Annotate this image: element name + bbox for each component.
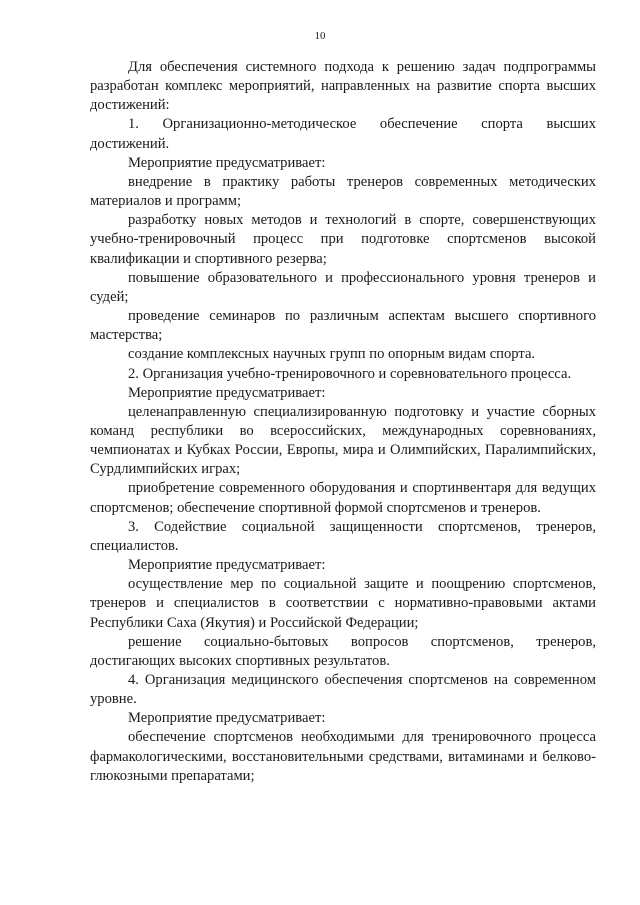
measure-intro-3: Мероприятие предусматривает: — [128, 557, 326, 574]
intro-paragraph: Для обеспечения системного подхода к решению задач подпрограммы разработан комплекс мероприятий, направленных на развитие спорта высших достижений: — [90, 59, 596, 114]
section-heading-4: 4. Организация медицинского обеспечения спортсменов на современном уровне. — [90, 672, 596, 708]
section-heading-3: 3. Содействие социальной защищенности спортсменов, тренеров, специалистов. — [90, 518, 596, 554]
list-item: целенаправленную специализированную подготовку и участие сборных команд республики во всероссийских, международных соревнованиях, чемпионатах и Кубках России, Европы, мира и Олимпийских, Паралимпийских, Сурдлимпийских играх; — [90, 403, 596, 478]
section-heading-2: 2. Организация учебно-тренировочного и соревновательного процесса. — [128, 365, 572, 382]
list-item: создание комплексных научных групп по опорным видам спорта. — [128, 346, 536, 363]
list-item: обеспечение спортсменов необходимыми для тренировочного процесса фармакологическими, восстановительными средствами, витаминами и белково-глюкозными препаратами; — [90, 729, 596, 784]
list-item: решение социально-бытовых вопросов спортсменов, тренеров, достигающих высоких спортивных результатов. — [90, 633, 596, 669]
list-item: разработку новых методов и технологий в спорте, совершенствующих учебно-тренировочный процесс при подготовке спортсменов высокой квалификации и спортивного резерва; — [90, 212, 596, 267]
measure-intro-1: Мероприятие предусматривает: — [128, 154, 326, 171]
measure-intro-2: Мероприятие предусматривает: — [128, 384, 326, 401]
list-item: повышение образовательного и профессионального уровня тренеров и судей; — [90, 269, 596, 305]
section-heading-1: 1. Организационно-методическое обеспечение спорта высших достижений. — [90, 116, 596, 152]
measure-intro-4: Мероприятие предусматривает: — [128, 710, 326, 727]
list-item: приобретение современного оборудования и спортинвентаря для ведущих спортсменов; обеспечение спортивной формой спортсменов и тренеров. — [90, 480, 596, 516]
list-item: осуществление мер по социальной защите и поощрению спортсменов, тренеров и специалистов в соответствии с нормативно-правовыми актами Республики Саха (Якутия) и Российской Федерации; — [90, 576, 596, 631]
list-item: внедрение в практику работы тренеров современных методических материалов и программ; — [90, 173, 596, 210]
document-body — [90, 58, 596, 786]
list-item: проведение семинаров по различным аспектам высшего спортивного мастерства; — [90, 308, 596, 344]
page-number: 10 — [314, 30, 326, 42]
